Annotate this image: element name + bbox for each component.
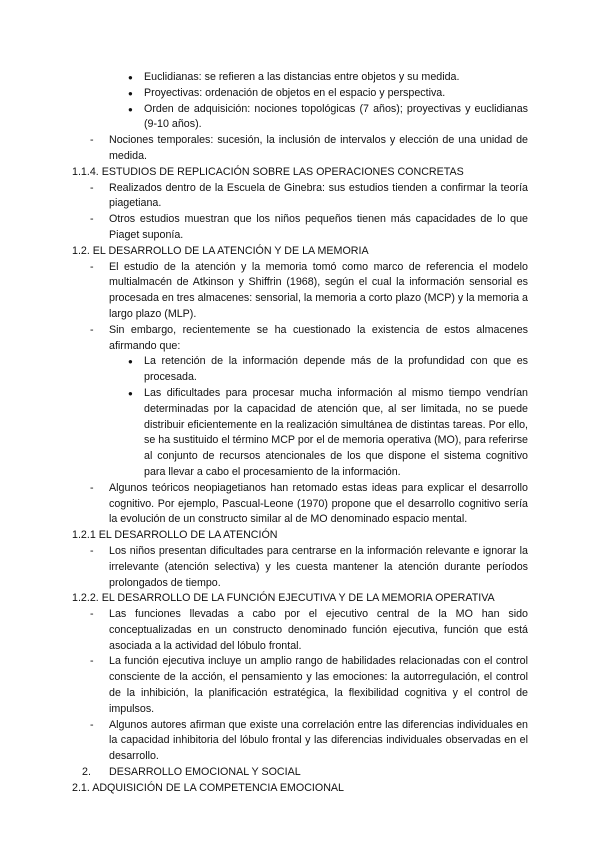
- heading-2-1: 2.1. ADQUISICIÓN DE LA COMPETENCIA EMOCIONAL: [72, 781, 345, 794]
- heading-1-2-1: 1.2.1 EL DESARROLLO DE LA ATENCIÓN: [72, 529, 278, 542]
- dash-item-atencion-selectiva: - Los niños presentan dificultades para centrarse en la información relevante e ignorar la irrelevante (atención selectiva) y les cuesta mantener la atención durante períodos prolongados de tiempo.: [0, 544, 600, 591]
- dash-item-correlacion: - Algunos autores afirman que existe una correlación entre las diferencias individuales en la capacidad inhibitoria del lóbulo frontal y las diferencias individuales observadas en el desarrollo.: [0, 718, 600, 765]
- dash-item-funcion-ejecutiva: - La función ejecutiva incluye un amplio rango de habilidades relacionadas con el control consciente de la acción, el pensamiento y las emociones: la autorregulación, el control de la inhibición, la planificación estratégica, la flexibilidad cognitiva y el control de impulsos.: [0, 654, 600, 717]
- bullet-item-euclidianas: ● Euclidianas: se refieren a las distancias entre objetos y su medida.: [0, 70, 600, 86]
- document-content: [0, 70, 600, 797]
- bullet-item-orden-adquisicion: ● Orden de adquisición: nociones topológicas (7 años); proyectivas y euclidianas (9-10 años).: [0, 102, 600, 134]
- heading-1-1-4: 1.1.4. ESTUDIOS DE REPLICACIÓN SOBRE LAS OPERACIONES CONCRETAS: [72, 165, 464, 178]
- dash-item-modelo-multialmacen: - El estudio de la atención y la memoria tomó como marco de referencia el modelo multialmacén de Atkinson y Shiffrin (1968), según el cual la información sensorial es procesada en tres almacenes: sensorial, la memoria a corto plazo (MCP) y la memoria a largo plazo (MLP).: [0, 260, 600, 323]
- heading-1-2: 1.2. EL DESARROLLO DE LA ATENCIÓN Y DE LA MEMORIA: [72, 244, 369, 257]
- bullet-item-proyectivas: ● Proyectivas: ordenación de objetos en el espacio y perspectiva.: [0, 86, 600, 102]
- dash-item-sin-embargo: - Sin embargo, recientemente se ha cuestionado la existencia de estos almacenes afirmando que:: [0, 323, 600, 355]
- section-title: DESARROLLO EMOCIONAL Y SOCIAL: [109, 766, 301, 779]
- dash-item-escuela-ginebra: - Realizados dentro de la Escuela de Ginebra: sus estudios tienden a confirmar la teoría piagetiana.: [0, 181, 600, 213]
- dash-item-otros-estudios: - Otros estudios muestran que los niños pequeños tienen más capacidades de lo que Piaget suponía.: [0, 212, 600, 244]
- dash-item-funciones-ejecutivo: - Las funciones llevadas a cabo por el ejecutivo central de la MO han sido conceptualizadas en un constructo denominado función ejecutiva, función que está asociada a la actividad del lóbulo frontal.: [0, 607, 600, 654]
- section-number: 2.: [82, 766, 91, 779]
- dash-item-nociones-temporales: - Nociones temporales: sucesión, la inclusión de intervalos y elección de una unidad de medida.: [0, 133, 600, 165]
- heading-1-2-2: 1.2.2. EL DESARROLLO DE LA FUNCIÓN EJECUTIVA Y DE LA MEMORIA OPERATIVA: [72, 592, 495, 605]
- dash-item-neopiagetianos: - Algunos teóricos neopiagetianos han retomado estas ideas para explicar el desarrollo cognitivo. Por ejemplo, Pascual-Leone (1970) propone que el desarrollo cognitivo sería la evolución de un constructo similar al de MO denominado espacio mental.: [0, 481, 600, 528]
- bullet-item-retencion: ● La retención de la información depende más de la profundidad con que es procesada.: [0, 354, 600, 386]
- numbered-section-2: [0, 765, 600, 781]
- bullet-item-dificultades: ● Las dificultades para procesar mucha información al mismo tiempo vendrían determinadas por la capacidad de atención que, al ser limitada, no se puede distribuir eficientemente en la realización simultánea de distintas tareas. Por ello, se ha sustituido el término MCP por el de memoria operativa (MO), para referirse al conjunto de recursos atencionales de los que dispone el sistema cognitivo para llevar a cabo el procesamiento de la información.: [0, 386, 600, 481]
